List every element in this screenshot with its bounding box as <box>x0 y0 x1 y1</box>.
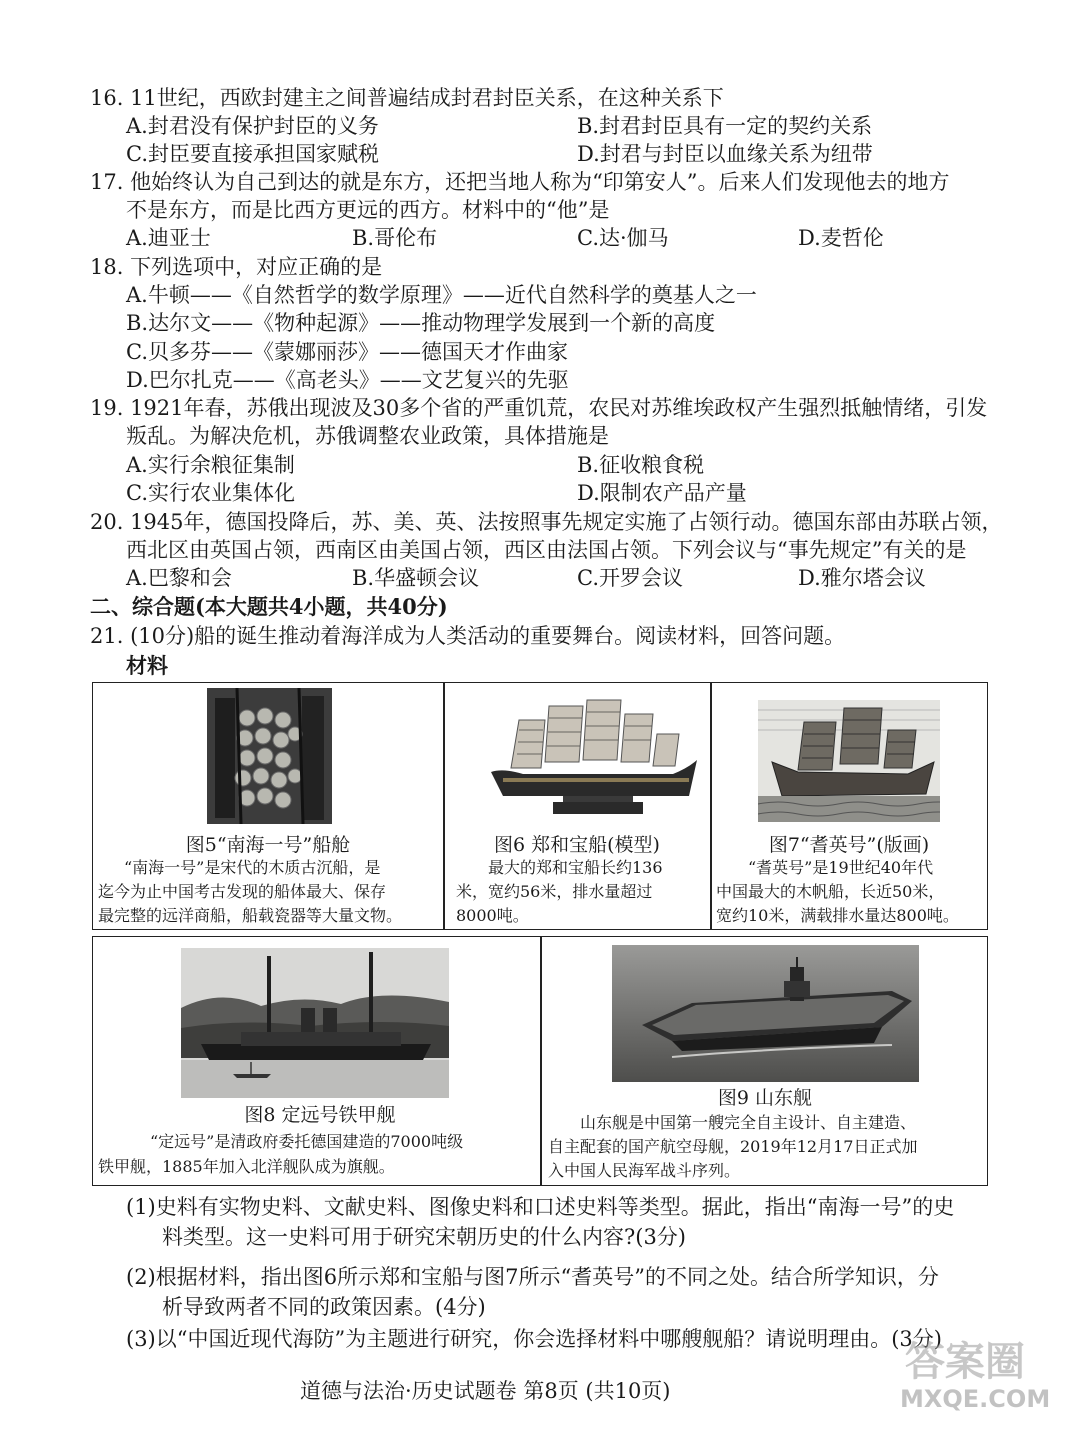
q17-option-d: D.麦哲伦 <box>798 226 884 250</box>
watermark-logo: 答案圈 <box>905 1339 1025 1385</box>
fig8-desc-2: 铁甲舰，1885年加入北洋舰队成为旗舰。 <box>98 1157 395 1176</box>
q19-stem-line1: 19. 1921年春，苏俄出现波及30多个省的严重饥荒，农民对苏维埃政权产生强烈抵触情绪，引发 <box>90 396 988 420</box>
q20-option-a: A.巴黎和会 <box>126 566 232 590</box>
q17-stem-line2: 不是东方，而是比西方更远的西方。材料中的“他”是 <box>126 198 610 222</box>
q21-sub3: (3)以“中国近现代海防”为主题进行研究，你会选择材料中哪艘舰船？请说明理由。(3分) <box>126 1327 942 1351</box>
q16-option-c: C.封臣要直接承担国家赋税 <box>126 142 379 166</box>
shandong-carrier-photo <box>612 945 919 1082</box>
q21-sub2-line2: 析导致两者不同的政策因素。(4分) <box>162 1295 486 1319</box>
fig7-caption: 图7“耆英号”(版画) <box>768 834 930 856</box>
divider <box>443 682 445 930</box>
fig5-desc-3: 最完整的远洋商船，船载瓷器等大量文物。 <box>98 906 403 925</box>
q17-stem-line1: 17. 他始终认为自己到达的就是东方，还把当地人称为“印第安人”。后来人们发现他去的地方 <box>90 170 950 194</box>
q18-option-b: B.达尔文——《物种起源》——推动物理学发展到一个新的高度 <box>126 311 716 335</box>
fig6-desc-3: 8000吨。 <box>456 906 529 925</box>
fig7-desc-1: “耆英号”是19世纪40年代 <box>748 858 934 877</box>
fig9-caption: 图9 山东舰 <box>717 1087 813 1109</box>
fig9-desc-1: 山东舰是中国第一艘完全自主设计、自主建造、 <box>580 1113 917 1132</box>
q17-option-a: A.迪亚士 <box>126 226 211 250</box>
nanhai-cargo-hold-photo <box>207 688 332 824</box>
q20-option-d: D.雅尔塔会议 <box>798 566 926 590</box>
q16-option-b: B.封君封臣具有一定的契约关系 <box>577 114 873 138</box>
fig5-desc-1: “南海一号”是宋代的木质古沉船，是 <box>124 858 381 877</box>
zhenghe-treasure-ship-model-photo <box>483 690 705 825</box>
q18-option-c: C.贝多芬——《蒙娜丽莎》——德国天才作曲家 <box>126 340 568 364</box>
q19-option-a: A.实行余粮征集制 <box>126 453 295 477</box>
material-label: 材料 <box>126 653 168 678</box>
q16-option-a: A.封君没有保护封臣的义务 <box>126 114 379 138</box>
fig9-desc-2: 自主配套的国产航空母舰，2019年12月17日正式加 <box>548 1137 918 1156</box>
section-heading: 二、综合题(本大题共4小题，共40分) <box>90 594 448 619</box>
q19-option-d: D.限制农产品产量 <box>577 481 747 505</box>
fig6-desc-2: 米，宽约56米，排水量超过 <box>456 882 653 901</box>
q16-option-d: D.封君与封臣以血缘关系为纽带 <box>577 142 873 166</box>
q16-stem: 16. 11世纪，西欧封建主之间普遍结成封君封臣关系，在这种关系下 <box>90 86 724 110</box>
divider <box>540 936 542 1186</box>
q21-stem: 21. (10分)船的诞生推动着海洋成为人类活动的重要舞台。阅读材料，回答问题。 <box>90 624 846 648</box>
q20-stem-line1: 20. 1945年，德国投降后，苏、美、英、法按照事先规定实施了占领行动。德国东部由苏联占领， <box>90 510 1003 534</box>
page-footer: 道德与法治·历史试题卷 第8页 (共10页) <box>300 1379 671 1403</box>
q20-stem-line2: 西北区由英国占领，西南区由美国占领，西区由法国占领。下列会议与“事先规定”有关的是 <box>126 538 967 562</box>
fig9-desc-3: 入中国人民海军战斗序列。 <box>548 1161 741 1180</box>
divider <box>710 682 712 930</box>
q17-option-b: B.哥伦布 <box>352 226 438 250</box>
fig6-caption: 图6 郑和宝船(模型) <box>494 834 660 856</box>
q21-sub1-line2: 料类型。这一史料可用于研究宋朝历史的什么内容?(3分) <box>162 1225 687 1249</box>
q17-option-c: C.达·伽马 <box>577 226 669 250</box>
fig5-caption: 图5“南海一号”船舱 <box>185 834 351 856</box>
keying-junk-engraving <box>758 700 940 822</box>
q19-option-b: B.征收粮食税 <box>577 453 705 477</box>
fig7-desc-2: 中国最大的木帆船，长近50米， <box>716 882 945 901</box>
fig5-desc-2: 迄今为止中国考古发现的船体最大、保存 <box>98 882 387 901</box>
fig6-desc-1: 最大的郑和宝船长约136 <box>488 858 663 877</box>
q19-option-c: C.实行农业集体化 <box>126 481 295 505</box>
fig7-desc-3: 宽约10米，满载排水量达800吨。 <box>716 906 959 925</box>
q18-stem: 18. 下列选项中，对应正确的是 <box>90 255 383 279</box>
watermark-url: MXQE.COM <box>900 1385 1051 1413</box>
q18-option-a: A.牛顿——《自然哲学的数学原理》——近代自然科学的奠基人之一 <box>126 283 757 307</box>
q18-option-d: D.巴尔扎克——《高老头》——文艺复兴的先驱 <box>126 368 569 392</box>
q21-sub1-line1: (1)史料有实物史料、文献史料、图像史料和口述史料等类型。据此，指出“南海一号”的史 <box>126 1195 955 1219</box>
q20-option-c: C.开罗会议 <box>577 566 683 590</box>
q19-stem-line2: 叛乱。为解决危机，苏俄调整农业政策，具体措施是 <box>126 424 609 448</box>
q21-sub2-line1: (2)根据材料，指出图6所示郑和宝船与图7所示“耆英号”的不同之处。结合所学知识，分 <box>126 1265 939 1289</box>
fig8-caption: 图8 定远号铁甲舰 <box>244 1104 396 1126</box>
dingyuan-ironclad-photo <box>181 948 449 1098</box>
q20-option-b: B.华盛顿会议 <box>352 566 480 590</box>
fig8-desc-1: “定远号”是清政府委托德国建造的7000吨级 <box>150 1132 464 1151</box>
